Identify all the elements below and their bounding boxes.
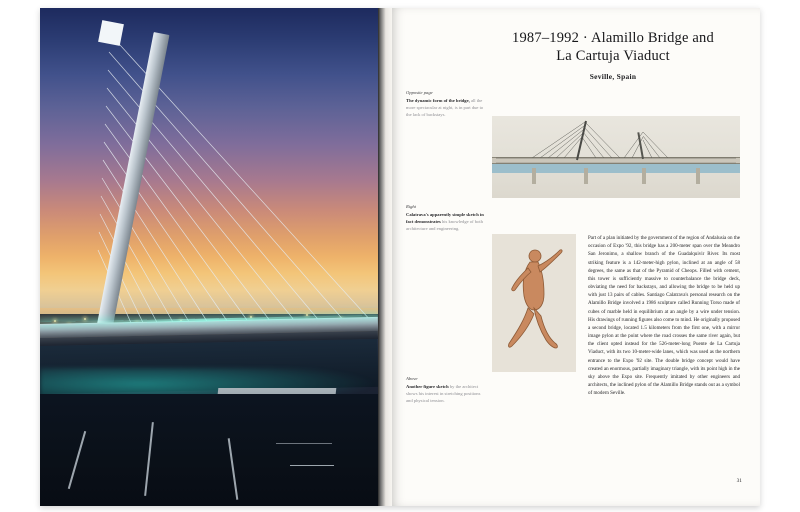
caption-label: Right [406,204,416,209]
page-subtitle: Seville, Spain [589,72,637,82]
caption-text-grey-a: all the more spectacular at night, [406,97,483,110]
caption-label: Opposite page [406,90,433,95]
title-line-2: La Cartuja Viaduct [556,47,670,64]
caption-text-grey-b: is in part due to the lack of backstays. [406,104,484,117]
running-figure-sketch-image [492,234,576,372]
caption-text-grey: his knowledge of both architecture and engineering. [406,218,483,231]
body-text-column: Part of a plan initiated by the government of the region of Andalusia on the occasion of Expo '92, this bridge has a 200-meter span over the Meandro San Jeronimo, a shallow branch of the Guadalquivir River. Its most striking feature is a 142-meter-high pylon, inclined at an angle of 58 degrees, the same as that of the Pyramid of Cheops. Filled with cement, this tower is sufficiently massive to counterbalance the bridge deck, obviating the need for backstays, and allowing the bridge to be held up with just 13 pairs of cables. Santiago Calatrava's personal research on the Alamillo Bridge involved a 1986 sculpture called Running Torso made of cubes of marble held in equilibrium at an angle by a wire under tension. His drawings of running figures also come to mind. He originally proposed a second bridge, located 1.5 kilometers from the first one, with a mirror image pylon at the point where the road crosses the same river again, but the client opted instead for the 526-meter-long Puente de La Cartuja Viaduct, with its two 10-meter-wide lanes, which was used as the northern entrance to the Expo '92 site. The double bridge concept would have created an enormous, partially imaginary triangle, with its point high in the sky above the Expo site. Frequently imitated by other engineers and architects, the inclined pylon of the Alamillo Bridge stands out as a symbol of modern Seville. [588,235,740,397]
caption-label: Above [406,376,418,381]
sketch-pier [584,168,588,184]
bridge-sketch-image [492,116,740,198]
foreground-roadway [40,394,378,506]
road-marking [276,443,332,445]
caption-text-bold: Another figure sketch [406,383,449,389]
figure-linework [500,244,566,364]
pylon-top [98,20,124,46]
sketch-pier [696,168,700,184]
page-title [488,30,738,81]
road-marking [290,465,334,467]
caption-text-grey: by the architect shows his interest in stretching positions and physical tension. [406,383,481,403]
sketch-pier [532,168,536,184]
caption-above [406,376,484,405]
right-page [392,8,760,506]
title-line-1: 1987–1992 · Alamillo Bridge and [512,30,714,46]
book-spread [40,8,760,506]
book-gutter [378,8,392,506]
sketch-pier [642,168,646,184]
alamillo-bridge-night-photograph [40,8,378,506]
page-number: 31 [736,478,742,484]
caption-right [406,204,484,233]
sketch-linework [492,116,740,198]
caption-text-bold: Calatrava's apparently simple sketch in fact demonstrates [406,211,484,224]
caption-text-bold: The dynamic form of the bridge, [406,97,470,103]
caption-opposite-page [406,90,484,119]
